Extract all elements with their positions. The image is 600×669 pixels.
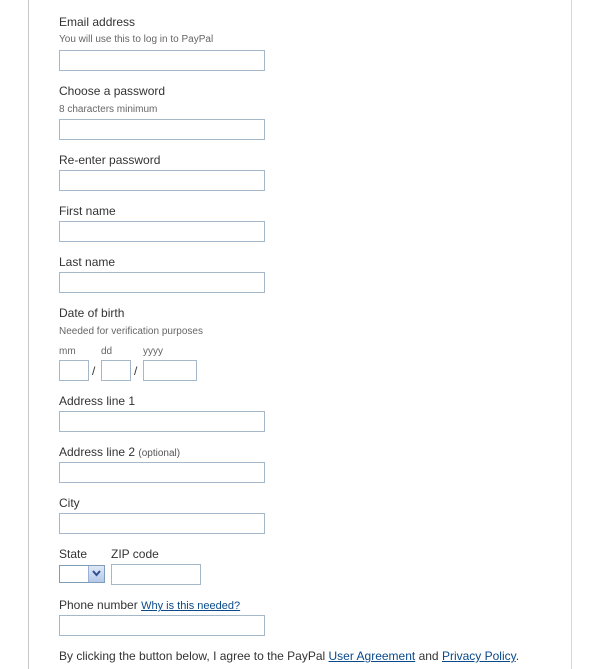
last-name-field[interactable]	[59, 272, 265, 293]
email-hint: You will use this to log in to PayPal	[59, 34, 214, 45]
address2-field[interactable]	[59, 462, 265, 483]
state-select[interactable]	[59, 565, 105, 583]
state-label: State	[59, 547, 88, 561]
why-needed-link[interactable]: Why is this needed?	[141, 600, 241, 612]
dob-month-field[interactable]	[59, 360, 89, 381]
chevron-down-icon	[92, 570, 101, 577]
email-label: Email address	[59, 15, 136, 29]
dob-mm-label: mm	[59, 346, 76, 357]
address2-label-text: Address line 2	[59, 445, 136, 459]
privacy-policy-link[interactable]: Privacy Policy	[441, 649, 516, 663]
first-name-label: First name	[59, 204, 116, 218]
user-agreement-link[interactable]: User Agreement	[328, 649, 416, 663]
dob-separator: /	[134, 364, 138, 378]
dob-day-field[interactable]	[101, 360, 131, 381]
city-field[interactable]	[59, 513, 265, 534]
last-name-label: Last name	[59, 255, 116, 269]
phone-label: Phone number	[59, 598, 138, 612]
dropdown-arrow[interactable]	[88, 566, 104, 582]
dob-separator: /	[92, 364, 96, 378]
dob-year-field[interactable]	[143, 360, 197, 381]
dob-dd-label: dd	[101, 346, 113, 357]
dob-yyyy-label: yyyy	[143, 346, 163, 357]
phone-field[interactable]	[59, 615, 265, 636]
reenter-password-label: Re-enter password	[59, 153, 161, 167]
first-name-field[interactable]	[59, 221, 265, 242]
address1-field[interactable]	[59, 411, 265, 432]
city-label: City	[59, 496, 80, 510]
dob-label: Date of birth	[59, 306, 125, 320]
address2-label	[59, 445, 180, 459]
agreement-and: and	[418, 649, 439, 663]
zip-label: ZIP code	[111, 547, 159, 561]
zip-field[interactable]	[111, 564, 201, 585]
agreement-prefix: By clicking the button below, I agree to the PayPal	[59, 649, 326, 663]
phone-label-row	[59, 598, 240, 612]
agreement-suffix: .	[515, 649, 520, 663]
optional-tag: (optional)	[138, 448, 181, 459]
right-border-line	[571, 0, 572, 669]
reenter-password-field[interactable]	[59, 170, 265, 191]
dob-hint: Needed for verification purposes	[59, 326, 203, 337]
password-field[interactable]	[59, 119, 265, 140]
email-field[interactable]	[59, 50, 265, 71]
left-border-line	[28, 0, 29, 669]
password-hint: 8 characters minimum	[59, 104, 158, 115]
agreement-text	[59, 649, 519, 663]
password-label: Choose a password	[59, 84, 166, 98]
address1-label: Address line 1	[59, 394, 136, 408]
